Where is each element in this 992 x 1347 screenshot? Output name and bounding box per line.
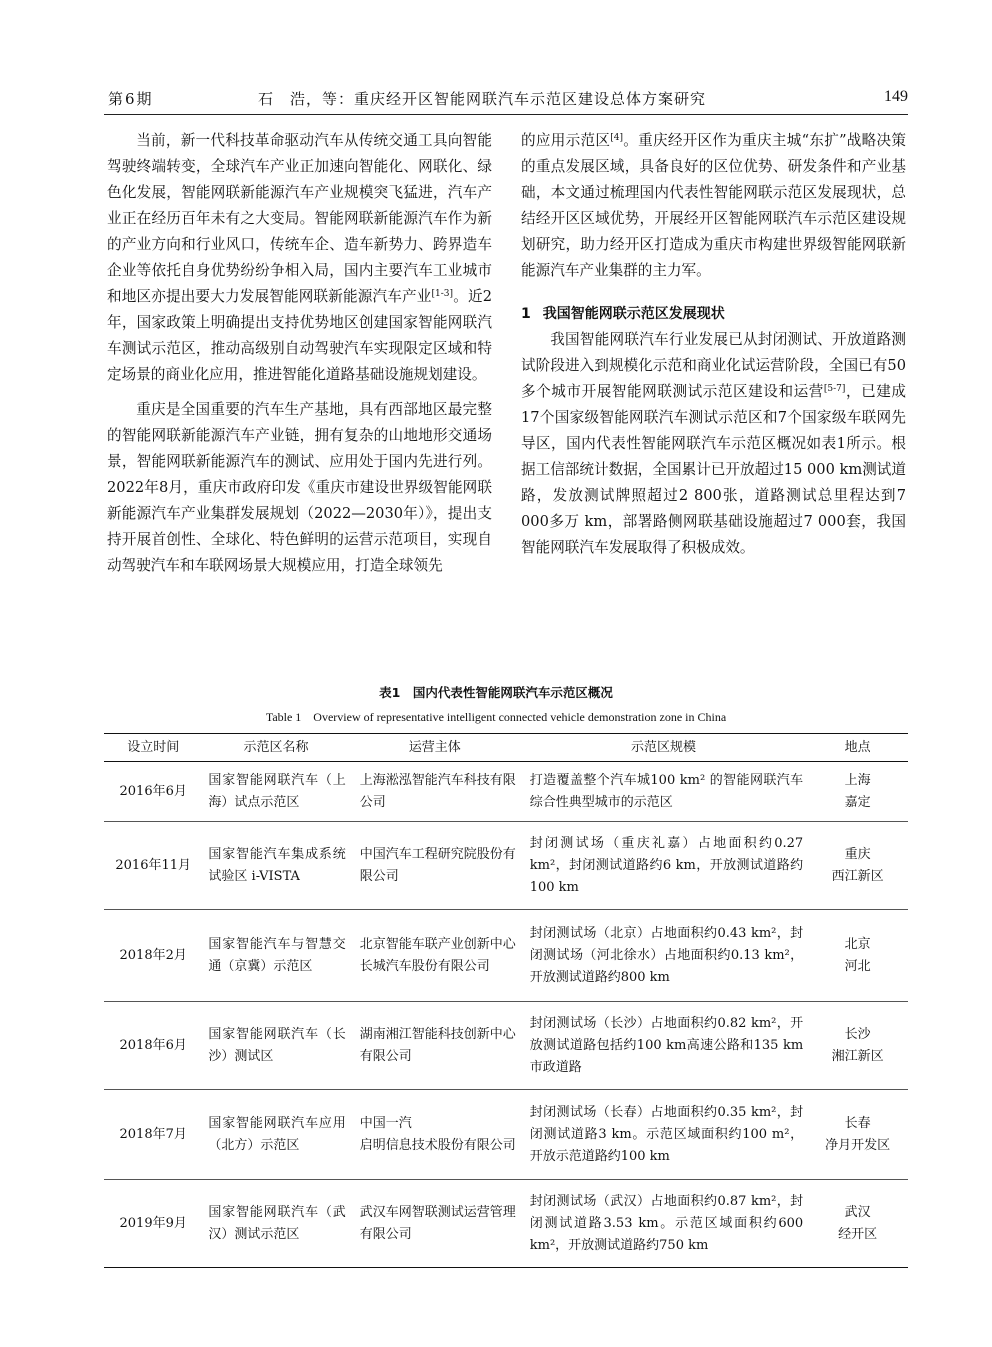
cell-time: 2018年2月 <box>104 910 202 1002</box>
page-number: 149 <box>884 88 908 105</box>
right-column <box>521 128 906 561</box>
citation: [4] <box>610 133 623 143</box>
table-row <box>104 1090 908 1180</box>
cell-time: 2016年6月 <box>104 762 202 822</box>
cell-scale: 封闭测试场（长沙）占地面积约0.82 km²，开放测试道路包括约100 km高速公路和135 km市政道路 <box>520 1002 807 1090</box>
column-header: 运营主体 <box>350 734 520 762</box>
text-run: 当前，新一代科技革命驱动汽车从传统交通工具向智能驾驶终端转变，全球汽车产业正加速向智能化、网联化、绿色化发展，智能网联新能源汽车产业规模突飞猛进，汽车产业正在经历百年未有之大变局。智能网联新能源汽车作为新的产业方向和行业风口，传统车企、造车新势力、跨界造车企业等依托自身优势纷纷争相入局，国内主要汽车工业城市和地区亦提出要大力发展智能网联新能源汽车产业 <box>107 132 492 305</box>
cell-location: 长沙 湘江新区 <box>807 1002 908 1090</box>
running-title: 石 浩，等：重庆经开区智能网联汽车示范区建设总体方案研究 <box>258 90 707 108</box>
cell-scale: 封闭测试场（北京）占地面积约0.43 km²，封闭测试场（河北徐水）占地面积约0.13 km²，开放测试道路约800 km <box>520 910 807 1002</box>
cell-operator: 上海淞泓智能汽车科技有限公司 <box>350 762 520 822</box>
cell-scale: 打造覆盖整个汽车城100 km² 的智能网联汽车综合性典型城市的示范区 <box>520 762 807 822</box>
text-run: 。近2年，国家政策上明确提出支持优势地区创建国家智能网联汽车测试示范区，推动高级别自动驾驶汽车实现限定区域和特定场景的商业化应用，推进智能化道路基础设施规划建设。 <box>107 288 492 383</box>
intro-paragraph-2: 重庆是全国重要的汽车生产基地，具有西部地区最完整的智能网联新能源汽车产业链，拥有复杂的山地地形交通场景，智能网联新能源汽车的测试、应用处于国内先进行列。2022年8月，重庆市政府印发《重庆市建设世界级智能网联新能源汽车产业集群发展规划（2022—2030年）》，提出支持开展首创性、全球化、特色鲜明的运营示范项目，实现自动驾驶汽车和车联网场景大规模应用，打造全球领先 <box>107 401 492 574</box>
cell-time: 2019年9月 <box>104 1180 202 1268</box>
cell-name: 国家智能网联汽车（上海）试点示范区 <box>202 762 349 822</box>
cell-operator: 中国汽车工程研究院股份有限公司 <box>350 822 520 910</box>
table-row <box>104 1180 908 1268</box>
text-run: 。重庆经开区作为重庆主城“东扩”战略决策的重点发展区域，具备良好的区位优势、研发条件和产业基础，本文通过梳理国内代表性智能网联示范区发展现状，总结经开区区域优势，开展经开区智能网联汽车示范区建设规划研究，助力经开区打造成为重庆市构建世界级智能网联新能源汽车产业集群的主力军。 <box>521 132 906 279</box>
table-caption-zh: 表1 国内代表性智能网联汽车示范区概况 <box>379 685 613 700</box>
header-rule <box>104 114 908 115</box>
cell-time: 2018年6月 <box>104 1002 202 1090</box>
table-row <box>104 822 908 910</box>
cell-location: 长春 净月开发区 <box>807 1090 908 1180</box>
cell-name: 国家智能汽车与智慧交通（京冀）示范区 <box>202 910 349 1002</box>
cell-scale: 封闭测试场（武汉）占地面积约0.87 km²，封闭测试道路3.53 km。示范区域面积约600 km²，开放测试道路约750 km <box>520 1180 807 1268</box>
cell-name: 国家智能网联汽车（长沙）测试区 <box>202 1002 349 1090</box>
running-header <box>108 88 908 114</box>
cell-location: 北京 河北 <box>807 910 908 1002</box>
cell-location: 武汉 经开区 <box>807 1180 908 1268</box>
cell-operator: 武汉车网智联测试运营管理有限公司 <box>350 1180 520 1268</box>
cell-operator: 中国一汽 启明信息技术股份有限公司 <box>350 1090 520 1180</box>
text-run: 的应用示范区 <box>521 132 611 149</box>
column-header: 示范区规模 <box>520 734 807 762</box>
intro-paragraph-1 <box>107 128 492 388</box>
column-header: 设立时间 <box>104 734 202 762</box>
cell-operator: 北京智能车联产业创新中心 长城汽车股份有限公司 <box>350 910 520 1002</box>
table-row <box>104 1002 908 1090</box>
cell-name: 国家智能汽车集成系统试验区 i-VISTA <box>202 822 349 910</box>
text-run: 我国智能网联汽车行业发展已从封闭测试、开放道路测试阶段进入到规模化示范和商业化试运营阶段，全国已有50多个城市开展智能网联测试示范区建设和运营 <box>521 331 906 400</box>
column-header: 地点 <box>807 734 908 762</box>
section-title: 我国智能网联示范区发展现状 <box>542 306 725 322</box>
issue-label: 第6期 <box>108 90 154 108</box>
text-run: ，已建成17个国家级智能网联汽车测试示范区和7个国家级车联网先导区，国内代表性智能网联汽车示范区概况如表1所示。根据工信部统计数据，全国累计已开放超过15 000 km测试道路，发放测试牌照超过2 800张，道路测试总里程达到7 000多万 km，部署路侧网联基础设施超过7 000套，我国智能网联汽车发展取得了积极成效。 <box>521 383 906 556</box>
cell-operator: 湖南湘江智能科技创新中心有限公司 <box>350 1002 520 1090</box>
cell-scale: 封闭测试场（重庆礼嘉）占地面积约0.27 km²，封闭测试道路约6 km，开放测试道路约100 km <box>520 822 807 910</box>
section-number: 1 <box>521 306 531 322</box>
table-row <box>104 910 908 1002</box>
table-caption-en: Table 1 Overview of representative intelligent connected vehicle demonstration zone in China <box>265 710 727 724</box>
cell-name: 国家智能网联汽车应用（北方）示范区 <box>202 1090 349 1180</box>
intro-paragraph-3 <box>521 128 906 284</box>
cell-location: 重庆 西江新区 <box>807 822 908 910</box>
left-column <box>107 128 492 579</box>
cell-time: 2018年7月 <box>104 1090 202 1180</box>
section-heading <box>521 301 906 327</box>
demo-zone-table <box>104 733 908 1268</box>
cell-name: 国家智能网联汽车（武汉）测试示范区 <box>202 1180 349 1268</box>
cell-scale: 封闭测试场（长春）占地面积约0.35 km²，封闭测试道路3 km。示范区域面积约100 m²，开放示范道路约100 km <box>520 1090 807 1180</box>
cell-time: 2016年11月 <box>104 822 202 910</box>
citation: [1-3] <box>431 289 454 299</box>
citation: [5-7] <box>823 384 846 394</box>
column-header: 示范区名称 <box>202 734 349 762</box>
table-row <box>104 762 908 822</box>
table-header-row <box>104 734 908 762</box>
cell-location: 上海 嘉定 <box>807 762 908 822</box>
section-paragraph <box>521 327 906 561</box>
